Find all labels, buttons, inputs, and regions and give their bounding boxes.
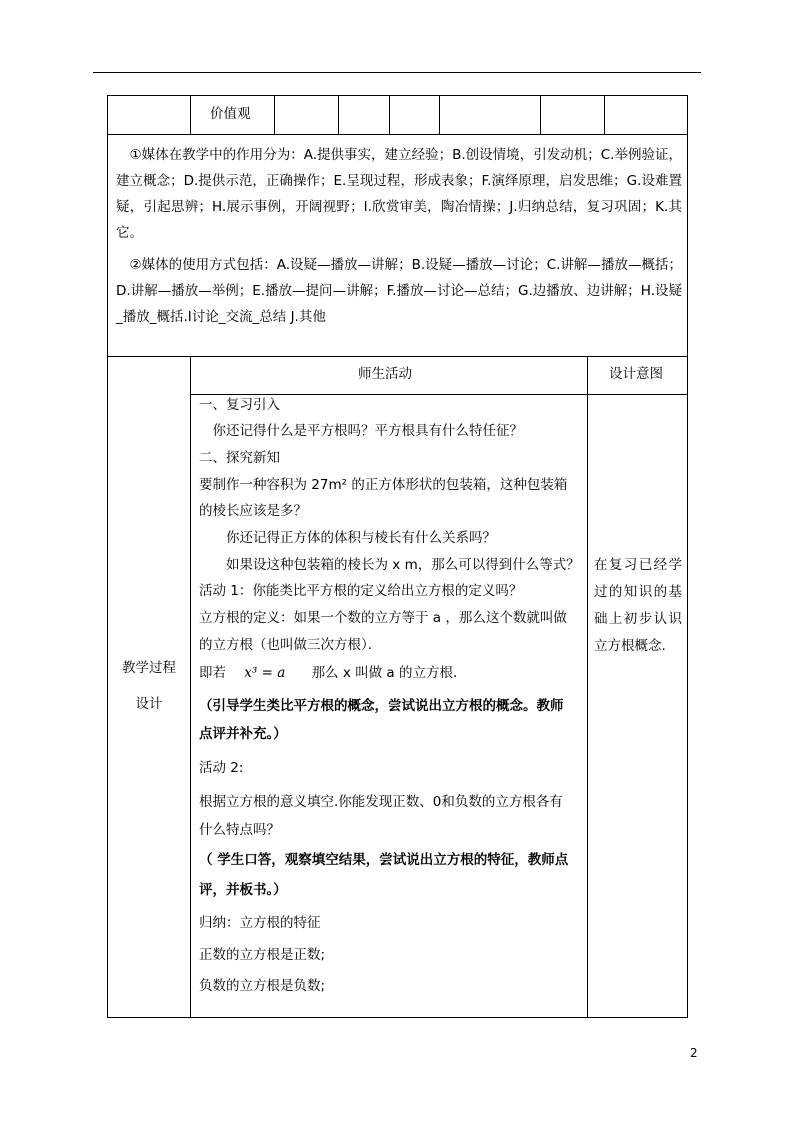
row1-divider-3: [338, 96, 339, 134]
content-line-12: 点评并补充。）: [199, 726, 287, 742]
cube-root-formula: x³ = a: [244, 665, 286, 681]
content-line-16: （ 学生口答，观察填空结果，尝试说出立方根的特征，教师点: [199, 852, 569, 868]
row1-divider-4: [389, 96, 390, 134]
formula-suffix: 那么 x 叫做 a 的立方根．: [311, 665, 467, 681]
row1-divider-1: [190, 96, 191, 134]
content-line-20: 负数的立方根是负数;: [199, 978, 326, 994]
activity-header: 师生活动: [358, 366, 412, 382]
page-number: 2: [690, 1046, 698, 1060]
media-note-para-2: ②媒体的使用方式包括：A.设疑—播放—讲解；B.设疑—播放—讨论；C.讲解—播放—概括；D.讲解—播放—举例；E.播放—提问—讲解；F.播放—讨论—总结；G.边播放、边讲解；H.设疑_播放_概括.I讨论_交流_总结 J.其他: [116, 257, 682, 325]
design-intent-text: 在复习已经学过的知识的基础上初步认识立方根概念.: [594, 557, 682, 654]
row1-divider-6: [540, 96, 541, 134]
process-side-label-2: 设计: [135, 696, 163, 712]
content-line-17: 评，并板书。）: [199, 882, 287, 898]
content-line-11: （引导学生类比平方根的概念，尝试说出立方根的概念。教师: [199, 698, 564, 714]
row1-divider-5: [439, 96, 440, 134]
row1-divider-7: [604, 96, 605, 134]
formula-prefix: 即若: [199, 665, 226, 681]
content-line-9: 立方根的定义：如果一个数的立方等于 a ，那么这个数就叫做: [199, 610, 567, 626]
row1-divider-2: [274, 96, 275, 134]
content-line-10: 的立方根（也叫做三次方根）．: [199, 637, 382, 653]
media-note-para-1: ①媒体在教学中的作用分为：A.提供事实，建立经验；B.创设情境，引发动机；C.举例验证，建立概念；D.提供示范，正确操作；E.呈现过程，形成表象；F.演绎原理，启发思维；G.设难置疑，引起思辨；H.展示事例，开阔视野；I.欣赏审美，陶冶情操；J.归纳总结，复习巩固；K.其它。: [116, 147, 682, 241]
formula-line: [199, 663, 467, 683]
content-line-8: 活动 1：你能类比平方根的定义给出立方根的定义吗？: [199, 583, 523, 599]
content-line-15: 什么特点吗？: [199, 822, 280, 838]
process-right-divider: [587, 356, 588, 1017]
header-rule: [93, 72, 701, 73]
content-line-7: 如果设这种包装箱的棱长为 x m，那么可以得到什么等式？: [199, 557, 580, 573]
content-line-6: 你还记得正方体的体积与棱长有什么关系吗？: [199, 530, 496, 546]
process-left-divider: [190, 356, 191, 1017]
content-line-1: 一、复习引入: [199, 397, 280, 413]
media-note: [116, 142, 682, 330]
note-bottom-rule: [108, 356, 687, 357]
content-line-5: 的棱长应该是多？: [199, 503, 307, 519]
values-label: 价值观: [210, 106, 251, 122]
lesson-plan-table: [107, 95, 688, 1018]
content-line-3: 二、探究新知: [199, 450, 280, 466]
content-line-18: 归纳：立方根的特征: [199, 915, 321, 931]
process-side-label-1: 教学过程: [122, 660, 176, 676]
content-line-14: 根据立方根的意义填空.你能发现正数、0和负数的立方根各有: [199, 794, 563, 810]
content-line-4: 要制作一种容积为 27m² 的正方体形状的包装箱，这种包装箱: [199, 477, 568, 493]
content-line-13: 活动 2:: [199, 760, 244, 776]
content-line-2: 你还记得什么是平方根吗？平方根具有什么特任征？: [199, 423, 523, 439]
intent-header: 设计意图: [609, 366, 663, 382]
content-line-19: 正数的立方根是正数;: [199, 947, 326, 963]
row1-bottom-rule: [108, 134, 687, 135]
